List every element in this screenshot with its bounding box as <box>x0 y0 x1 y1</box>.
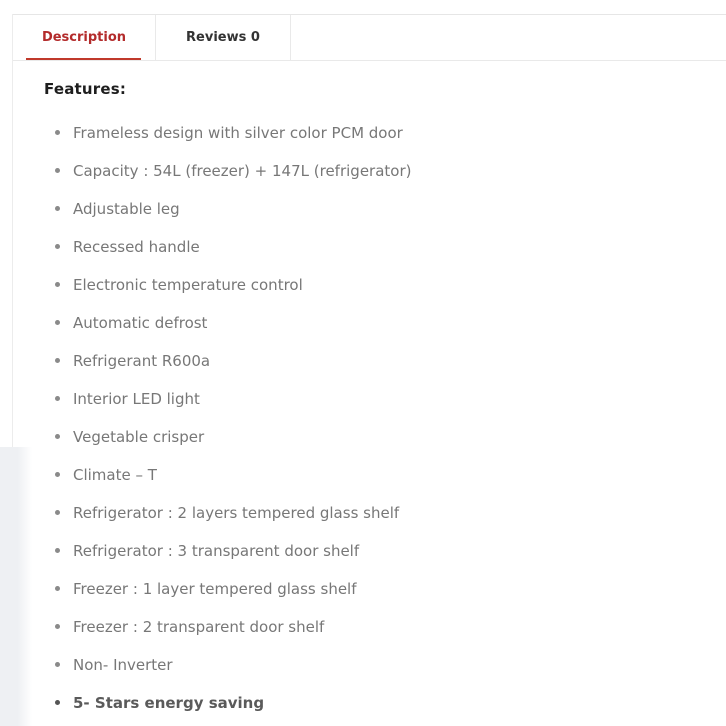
list-item-text: Frameless design with silver color PCM door <box>73 124 403 142</box>
list-item-text: Freezer : 1 layer tempered glass shelf <box>73 580 357 598</box>
bullet-icon <box>55 434 60 439</box>
list-item <box>54 494 411 532</box>
bullet-icon <box>55 586 60 591</box>
list-item <box>54 190 411 228</box>
list-item <box>54 342 411 380</box>
list-item <box>54 380 411 418</box>
tab-reviews-label: Reviews 0 <box>186 30 260 45</box>
bullet-icon <box>55 472 60 477</box>
active-tab-underline <box>26 58 141 60</box>
bullet-icon <box>55 662 60 667</box>
bullet-icon <box>55 548 60 553</box>
bullet-icon <box>55 282 60 287</box>
bullet-icon <box>55 510 60 515</box>
list-item <box>54 684 411 722</box>
list-item-text: Vegetable crisper <box>73 428 205 446</box>
bullet-icon <box>55 624 60 629</box>
bullet-icon <box>55 206 60 211</box>
list-item-text: Automatic defrost <box>73 314 208 332</box>
bullet-icon <box>55 244 60 249</box>
features-heading: Features: <box>44 80 127 98</box>
list-item-text: 5- Stars energy saving <box>73 694 265 712</box>
list-item-text: Electronic temperature control <box>73 276 303 294</box>
list-item <box>54 266 411 304</box>
list-item <box>54 114 411 152</box>
list-item <box>54 456 411 494</box>
list-item-text: Adjustable leg <box>73 200 180 218</box>
bullet-icon <box>55 358 60 363</box>
tab-description[interactable] <box>13 15 156 60</box>
list-item-text: Refrigerator : 2 layers tempered glass shelf <box>73 504 400 522</box>
tab-reviews[interactable] <box>156 15 291 60</box>
tab-bar <box>13 15 726 61</box>
list-item <box>54 228 411 266</box>
list-item <box>54 532 411 570</box>
list-item-text: Freezer : 2 transparent door shelf <box>73 618 325 636</box>
list-item-text: Climate – T <box>73 466 157 484</box>
bullet-icon <box>55 320 60 325</box>
list-item <box>54 608 411 646</box>
list-item-text: Interior LED light <box>73 390 200 408</box>
bullet-icon <box>55 396 60 401</box>
list-item-text: Recessed handle <box>73 238 200 256</box>
list-item-text: Refrigerator : 3 transparent door shelf <box>73 542 360 560</box>
list-item <box>54 304 411 342</box>
features-list <box>54 114 411 722</box>
list-item-text: Non- Inverter <box>73 656 173 674</box>
list-item <box>54 152 411 190</box>
bullet-icon <box>55 168 60 173</box>
list-item-text: Refrigerant R600a <box>73 352 211 370</box>
list-item <box>54 646 411 684</box>
sidebar-shadow <box>0 447 32 726</box>
list-item <box>54 418 411 456</box>
list-item-text: Capacity : 54L (freezer) + 147L (refrigerator) <box>73 162 412 180</box>
tab-description-label: Description <box>41 30 127 45</box>
list-item <box>54 570 411 608</box>
bullet-icon <box>55 130 60 135</box>
bullet-icon <box>55 700 60 705</box>
